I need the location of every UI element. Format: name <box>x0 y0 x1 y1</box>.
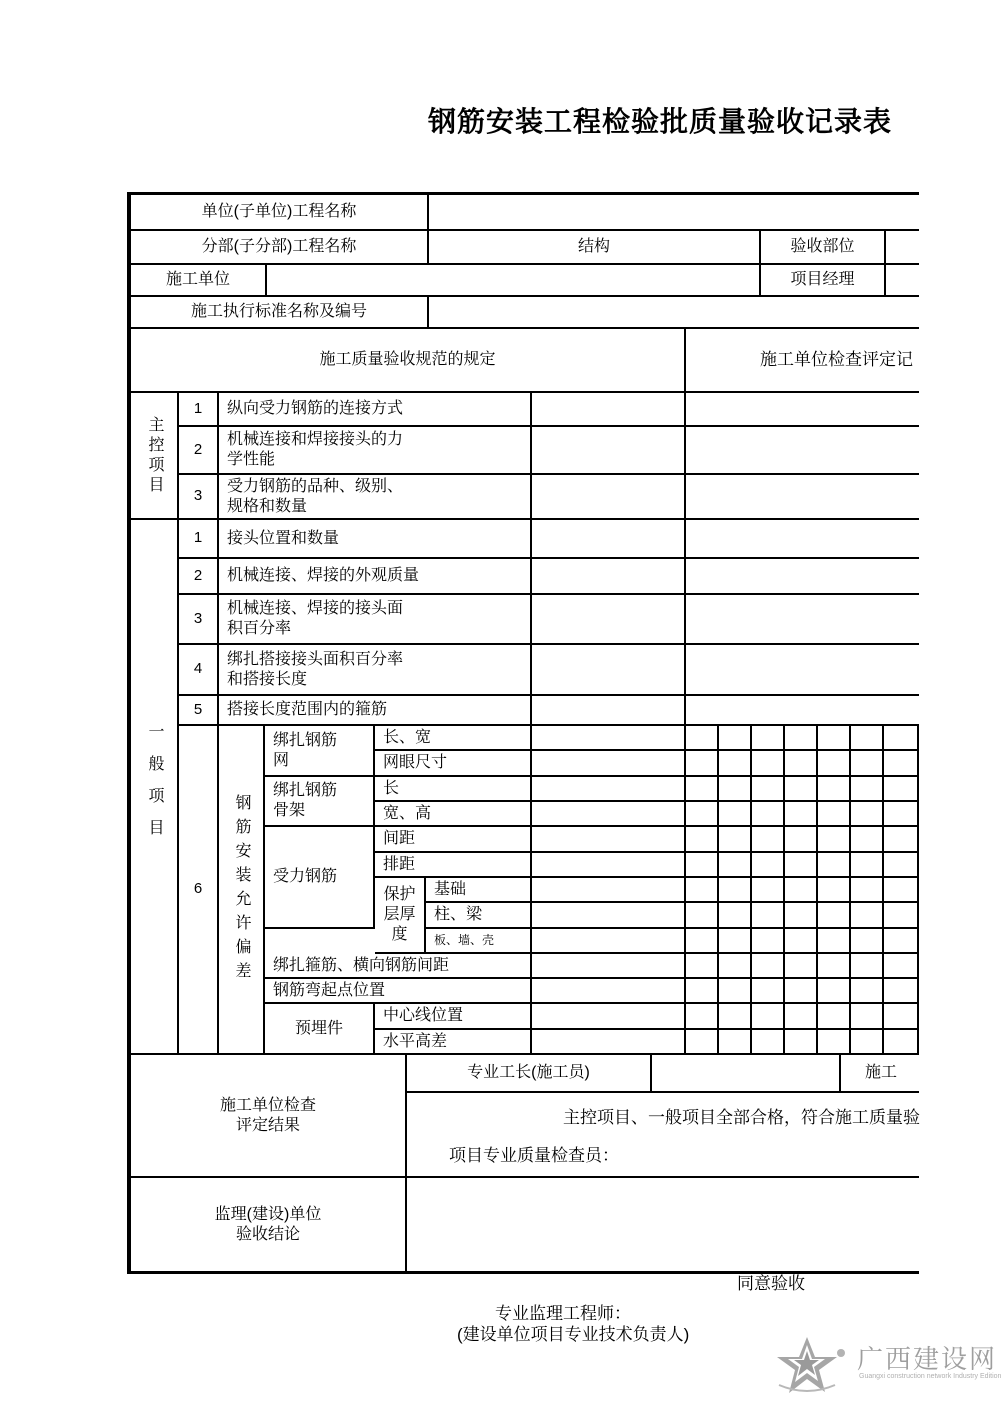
measure-cell[interactable] <box>785 726 818 751</box>
measure-cell[interactable] <box>719 802 752 827</box>
agree-text: 同意验收 <box>737 1274 805 1293</box>
item-text: 搭接长度范围内的箍筋 <box>219 696 532 726</box>
measure-cell[interactable] <box>851 751 884 777</box>
measure-cell[interactable] <box>752 853 785 878</box>
measure-cell[interactable] <box>752 827 785 853</box>
bend-point-label: 钢筋弯起点位置 <box>265 979 532 1004</box>
measure-cell[interactable] <box>719 751 752 777</box>
measure-cell[interactable] <box>785 751 818 777</box>
measure-cell[interactable] <box>818 1030 851 1055</box>
measure-cell[interactable] <box>785 903 818 929</box>
measure-cell[interactable] <box>719 929 752 954</box>
spec-value-cell[interactable] <box>532 595 686 645</box>
measure-cell[interactable] <box>818 903 851 929</box>
measure-cell[interactable] <box>818 929 851 954</box>
measure-cell[interactable] <box>818 954 851 979</box>
spec-column-header: 施工质量验收规范的规定 <box>131 329 686 393</box>
watermark <box>765 1335 1001 1399</box>
item-number: 1 <box>179 393 219 427</box>
measure-cell[interactable] <box>785 827 818 853</box>
measure-cell[interactable] <box>686 878 719 903</box>
measure-cell[interactable] <box>785 853 818 878</box>
measure-cell[interactable] <box>851 777 884 802</box>
measure-cell[interactable] <box>851 827 884 853</box>
measure-cell[interactable] <box>752 878 785 903</box>
measure-cell[interactable] <box>719 853 752 878</box>
measure-cell[interactable] <box>818 777 851 802</box>
standard-label: 施工执行标准名称及编号 <box>131 297 429 329</box>
item-text: 受力钢筋的品种、级别、规格和数量 <box>219 475 532 520</box>
record-value-cell[interactable] <box>686 696 919 726</box>
supervisor-result-label <box>131 1178 407 1271</box>
division-project-name-label: 分部(子分部)工程名称 <box>131 231 429 265</box>
measure-cell[interactable] <box>851 726 884 751</box>
deviation-spec-cell[interactable] <box>532 1030 686 1055</box>
skeleton-group-label: 绑扎钢筋骨架 <box>265 777 375 827</box>
builder-label: 施工单位 <box>131 265 267 297</box>
measure-cell[interactable] <box>851 979 884 1004</box>
measure-cell[interactable] <box>785 1030 818 1055</box>
measure-cell[interactable] <box>884 827 919 853</box>
sub-item-label: 柱、梁 <box>426 903 532 929</box>
inspector-label: 项目专业质量检查员： <box>449 1146 619 1165</box>
measure-cell[interactable] <box>752 903 785 929</box>
unit-project-name-field[interactable] <box>429 195 919 231</box>
engineer-label: 专业监理工程师： <box>495 1304 631 1323</box>
measure-cell[interactable] <box>785 979 818 1004</box>
measure-cell[interactable] <box>884 903 919 929</box>
deviation-spec-cell[interactable] <box>532 878 686 903</box>
measure-cell[interactable] <box>884 979 919 1004</box>
measure-cell[interactable] <box>785 878 818 903</box>
measure-cell[interactable] <box>818 751 851 777</box>
record-value-cell[interactable] <box>686 393 919 427</box>
measure-cell[interactable] <box>851 929 884 954</box>
measure-cell[interactable] <box>818 802 851 827</box>
measure-cell[interactable] <box>785 802 818 827</box>
measure-cell[interactable] <box>818 1004 851 1030</box>
general-section-label: 一般项目 <box>131 520 179 1055</box>
standard-field[interactable] <box>429 297 919 329</box>
measure-cell[interactable] <box>884 1004 919 1030</box>
measure-cell[interactable] <box>851 802 884 827</box>
spec-value-cell[interactable] <box>532 559 686 595</box>
measure-cell[interactable] <box>686 979 719 1004</box>
star-logo-icon <box>765 1335 849 1395</box>
foreman-label: 专业工长(施工员) <box>407 1055 652 1093</box>
record-value-cell[interactable] <box>686 427 919 475</box>
measure-cell[interactable] <box>686 827 719 853</box>
builder-field[interactable] <box>267 265 761 297</box>
spec-value-cell[interactable] <box>532 475 686 520</box>
stirrup-spacing-label: 绑扎箍筋、横向钢筋间距 <box>265 954 532 979</box>
measure-cell[interactable] <box>752 726 785 751</box>
cover-thickness-label: 保护层厚度 <box>375 878 426 954</box>
record-column-header: 施工单位检查评定记 <box>686 329 919 393</box>
sub-item-label: 间距 <box>375 827 532 853</box>
sub-item-label: 水平高差 <box>375 1030 532 1055</box>
measure-cell[interactable] <box>851 878 884 903</box>
measure-cell[interactable] <box>851 954 884 979</box>
watermark-en-text: Guangxi construction network Industry Edition <box>859 1373 1001 1380</box>
page-title: 钢筋安装工程检验批质量验收记录表 <box>428 106 893 137</box>
measure-cell[interactable] <box>719 1030 752 1055</box>
measure-cell[interactable] <box>884 777 919 802</box>
division-project-name-value[interactable]: 结构 <box>429 231 761 265</box>
item-number: 3 <box>179 475 219 520</box>
record-value-cell[interactable] <box>686 559 919 595</box>
measure-cell[interactable] <box>884 802 919 827</box>
supervisor-line2: 验收结论 <box>235 1225 300 1243</box>
measure-cell[interactable] <box>752 954 785 979</box>
measure-cell[interactable] <box>686 1030 719 1055</box>
measure-cell[interactable] <box>851 853 884 878</box>
measure-cell[interactable] <box>884 853 919 878</box>
item-text: 机械连接、焊接的接头面积百分率 <box>219 595 532 645</box>
measure-cell[interactable] <box>818 827 851 853</box>
item-text: 机械连接和焊接接头的力学性能 <box>219 427 532 475</box>
deviation-spec-cell[interactable] <box>532 751 686 777</box>
deviation-spec-cell[interactable] <box>532 1004 686 1030</box>
record-value-cell[interactable] <box>686 645 919 696</box>
check-conclusion-cell[interactable] <box>407 1093 919 1178</box>
measure-cell[interactable] <box>884 929 919 954</box>
measure-cell[interactable] <box>818 979 851 1004</box>
measure-cell[interactable] <box>752 929 785 954</box>
engineer-note: (建设单位项目专业技术负责人) <box>457 1325 690 1344</box>
sub-item-label: 宽、高 <box>375 802 532 827</box>
item-text: 接头位置和数量 <box>219 520 532 559</box>
allowed-deviation-label: 钢筋安装允许偏差 <box>219 726 265 1055</box>
spec-value-cell[interactable] <box>532 696 686 726</box>
deviation-spec-cell[interactable] <box>532 777 686 802</box>
main-control-section-label: 主控项目 <box>131 393 179 520</box>
measure-cell[interactable] <box>851 903 884 929</box>
check-result-line1: 施工单位检查 <box>219 1096 316 1114</box>
measure-cell[interactable] <box>818 726 851 751</box>
measure-cell[interactable] <box>719 954 752 979</box>
item-number: 1 <box>179 520 219 559</box>
measure-cell[interactable] <box>752 1004 785 1030</box>
measure-cell[interactable] <box>719 979 752 1004</box>
measure-cell[interactable] <box>719 1004 752 1030</box>
sub-item-label: 中心线位置 <box>375 1004 532 1030</box>
deviation-spec-cell[interactable] <box>532 954 686 979</box>
measure-cell[interactable] <box>686 1004 719 1030</box>
measure-cell[interactable] <box>686 903 719 929</box>
acceptance-part-label: 验收部位 <box>761 231 886 265</box>
measure-cell[interactable] <box>686 777 719 802</box>
item-text: 机械连接、焊接的外观质量 <box>219 559 532 595</box>
check-result-label <box>131 1055 407 1178</box>
measure-cell[interactable] <box>884 1030 919 1055</box>
measure-cell[interactable] <box>719 726 752 751</box>
measure-cell[interactable] <box>719 827 752 853</box>
project-manager-label: 项目经理 <box>761 265 886 297</box>
item-number: 3 <box>179 595 219 645</box>
spec-value-cell[interactable] <box>532 393 686 427</box>
measure-cell[interactable] <box>719 878 752 903</box>
measure-cell[interactable] <box>752 979 785 1004</box>
sub-item-label: 长 <box>375 777 532 802</box>
supervisor-line1: 监理(建设)单位 <box>214 1205 322 1223</box>
measure-cell[interactable] <box>785 1004 818 1030</box>
sub-item-label: 网眼尺寸 <box>375 751 532 777</box>
measure-cell[interactable] <box>719 777 752 802</box>
deviation-spec-cell[interactable] <box>532 853 686 878</box>
sub-item-label: 基础 <box>426 878 532 903</box>
record-value-cell[interactable] <box>686 520 919 559</box>
item-number: 5 <box>179 696 219 726</box>
measure-cell[interactable] <box>686 929 719 954</box>
measure-cell[interactable] <box>686 802 719 827</box>
unit-project-name-label: 单位(子单位)工程名称 <box>131 195 429 231</box>
deviation-spec-cell[interactable] <box>532 802 686 827</box>
item-number: 6 <box>179 726 219 1055</box>
measure-cell[interactable] <box>851 1030 884 1055</box>
measure-cell[interactable] <box>686 954 719 979</box>
measure-cell[interactable] <box>686 726 719 751</box>
measure-cell[interactable] <box>818 853 851 878</box>
crew-label: 施工 <box>841 1055 919 1093</box>
measure-cell[interactable] <box>752 777 785 802</box>
measure-cell[interactable] <box>719 903 752 929</box>
deviation-spec-cell[interactable] <box>532 827 686 853</box>
mesh-group-label: 绑扎钢筋网 <box>265 726 375 777</box>
measure-cell[interactable] <box>818 878 851 903</box>
item-number: 2 <box>179 559 219 595</box>
record-value-cell[interactable] <box>686 595 919 645</box>
measure-cell[interactable] <box>884 726 919 751</box>
check-result-line2: 评定结果 <box>235 1116 300 1134</box>
item-text: 纵向受力钢筋的连接方式 <box>219 393 532 427</box>
spec-value-cell[interactable] <box>532 520 686 559</box>
measure-cell[interactable] <box>785 929 818 954</box>
record-value-cell[interactable] <box>686 475 919 520</box>
rebar-group-label: 受力钢筋 <box>265 827 375 929</box>
conclusion-text: 主控项目、一般项目全部合格，符合施工质量验 <box>563 1108 920 1127</box>
item-text: 绑扎搭接接头面积百分率和搭接长度 <box>219 645 532 696</box>
foreman-signature-field[interactable] <box>652 1055 841 1093</box>
measure-cell[interactable] <box>884 878 919 903</box>
measure-cell[interactable] <box>851 1004 884 1030</box>
measure-cell[interactable] <box>752 802 785 827</box>
sub-item-label: 长、宽 <box>375 726 532 751</box>
measure-cell[interactable] <box>785 777 818 802</box>
project-manager-field[interactable] <box>886 265 919 297</box>
spec-value-cell[interactable] <box>532 645 686 696</box>
item-number: 2 <box>179 427 219 475</box>
acceptance-part-field[interactable] <box>886 231 919 265</box>
item-number: 4 <box>179 645 219 696</box>
measure-cell[interactable] <box>785 954 818 979</box>
sub-item-label: 板、墙、壳 <box>426 929 532 954</box>
deviation-spec-cell[interactable] <box>532 979 686 1004</box>
measure-cell[interactable] <box>752 1030 785 1055</box>
deviation-spec-cell[interactable] <box>532 903 686 929</box>
deviation-spec-cell[interactable] <box>532 929 686 954</box>
watermark-cn-text: 广西建设网 <box>857 1344 998 1374</box>
measure-cell[interactable] <box>884 954 919 979</box>
embed-group-label: 预埋件 <box>265 1004 375 1055</box>
measure-cell[interactable] <box>686 853 719 878</box>
measure-cell[interactable] <box>884 751 919 777</box>
measure-cell[interactable] <box>752 751 785 777</box>
spec-value-cell[interactable] <box>532 427 686 475</box>
measure-cell[interactable] <box>686 751 719 777</box>
sub-item-label: 排距 <box>375 853 532 878</box>
deviation-spec-cell[interactable] <box>532 726 686 751</box>
acceptance-record-table <box>127 192 920 1344</box>
